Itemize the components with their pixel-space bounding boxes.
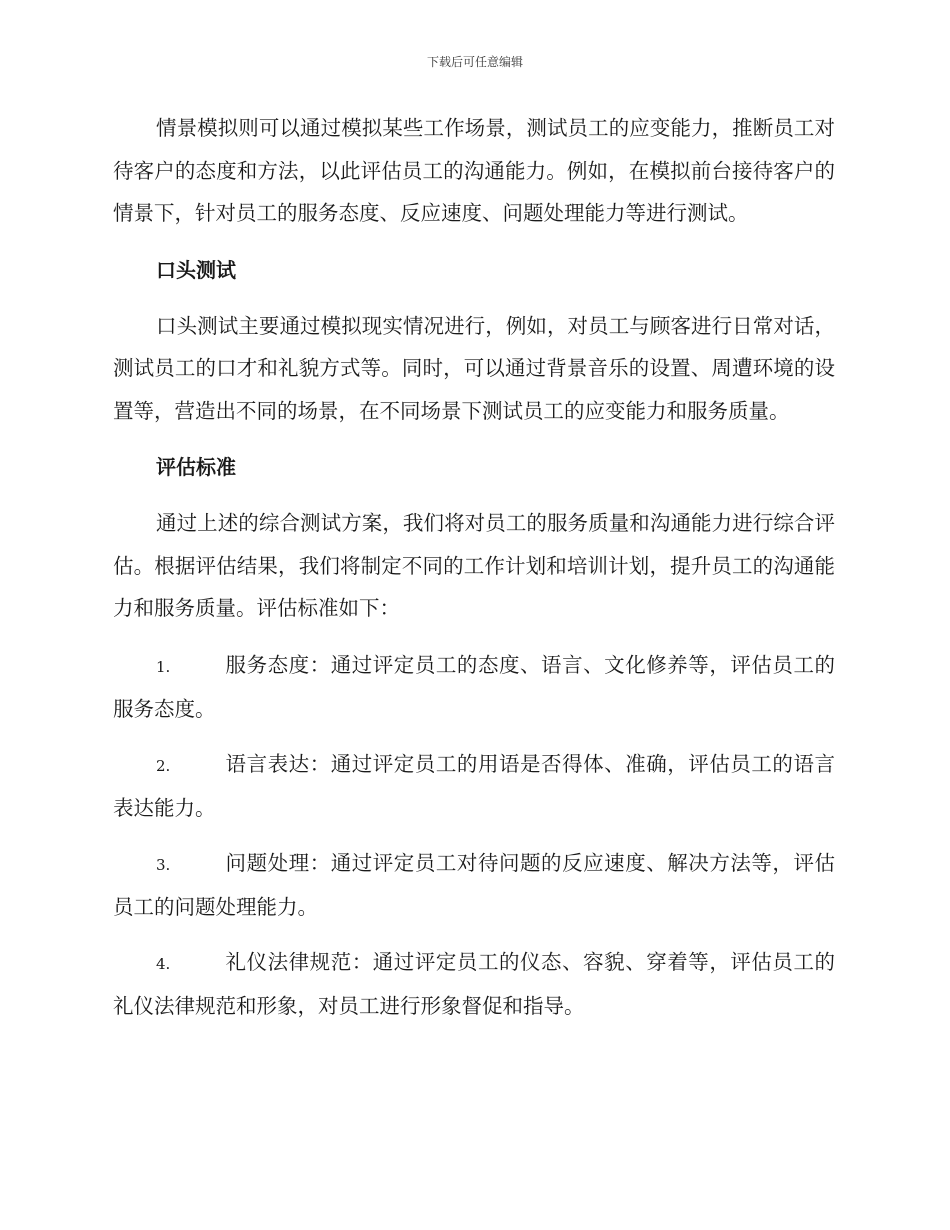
list-item-text: 问题处理：通过评定员工对待问题的反应速度、解决方法等，评估员工的问题处理能力。 — [113, 850, 835, 919]
list-item — [113, 743, 835, 830]
document-body — [113, 107, 835, 1040]
list-item — [113, 644, 835, 731]
list-item-text: 礼仪法律规范：通过评定员工的仪态、容貌、穿着等，评估员工的礼仪法律规范和形象，对员工进行形象督促和指导。 — [113, 949, 835, 1018]
list-item — [113, 842, 835, 929]
criteria-paragraph: 通过上述的综合测试方案，我们将对员工的服务质量和沟通能力进行综合评估。根据评估结果，我们将制定不同的工作计划和培训计划，提升员工的沟通能力和服务质量。评估标准如下： — [113, 511, 835, 620]
section-heading-criteria: 评估标准 — [156, 455, 236, 479]
list-item-number: 3. — [156, 855, 171, 874]
oral-test-paragraph: 口头测试主要通过模拟现实情况进行，例如，对员工与顾客进行日常对话，测试员工的口才和礼貌方式等。同时，可以通过背景音乐的设置、周遭环境的设置等，营造出不同的场景，在不同场景下测试员工的应变能力和服务质量。 — [113, 313, 835, 423]
intro-paragraph: 情景模拟则可以通过模拟某些工作场景，测试员工的应变能力，推断员工对待客户的态度和方法，以此评估员工的沟通能力。例如，在模拟前台接待客户的情景下，针对员工的服务态度、反应速度、问题处理能力等进行测试。 — [113, 116, 835, 225]
list-item-number: 1. — [156, 657, 171, 676]
list-item — [113, 941, 835, 1028]
list-item-number: 2. — [156, 756, 171, 775]
list-item-text: 服务态度：通过评定员工的态度、语言、文化修养等，评估员工的服务态度。 — [113, 652, 835, 721]
list-item-text: 语言表达：通过评定员工的用语是否得体、准确，评估员工的语言表达能力。 — [113, 751, 835, 820]
list-item-number: 4. — [156, 954, 171, 973]
section-heading-oral-test: 口头测试 — [156, 257, 236, 282]
page-header: 下载后可任意编辑 — [426, 55, 523, 69]
